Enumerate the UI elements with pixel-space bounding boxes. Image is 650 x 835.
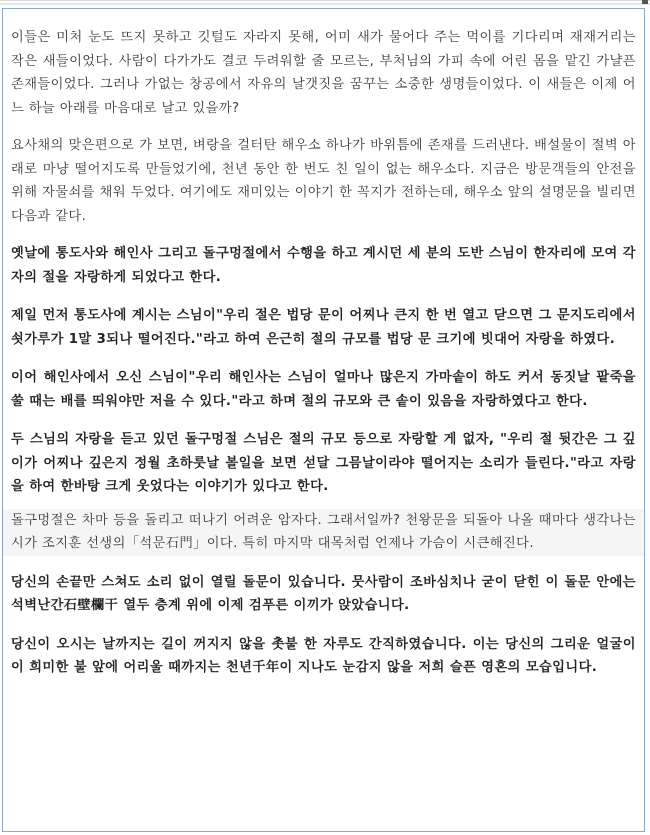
paragraph-seokmun-intro: 돌구멍절은 차마 등을 돌리고 떠나기 어려운 암자다. 그래서일까? 천왕문을 되돌아 나올 때마다 생각나는 시가 조지훈 선생의「석문石門」이다. 특히 마지막 대목처럼 언제나 가슴이 시큰해진다. bbox=[3, 509, 644, 556]
poem-stanza-1: 당신의 손끝만 스쳐도 소리 없이 열릴 돌문이 있습니다. 뭇사람이 조바심치나 굳이 닫힌 이 돌문 안에는 석벽난간石壁欄干 열두 층계 위에 이제 검푸른 이끼가 앉았습니다. bbox=[11, 574, 636, 613]
paragraph-legend-intro: 옛날에 통도사와 해인사 그리고 돌구멍절에서 수행을 하고 계시던 세 분의 도반 스님이 한자리에 모여 각자의 절을 자랑하게 되었다고 한다. bbox=[11, 246, 636, 285]
paragraph-dolgumeong: 두 스님의 자랑을 듣고 있던 돌구멍절 스님은 절의 규모 등으로 자랑할 게 없자, "우리 절 뒷간은 그 깊이가 어찌나 깊은지 정월 초하룻날 볼일을 보면 섣달 그믐날이라야 떨어지는 소리가 들린다."라고 자랑을 하여 한바탕 크게 웃었다는 이야기가 있다고 한다. bbox=[11, 432, 636, 494]
paragraph-haeuso: 요사채의 맞은편으로 가 보면, 벼랑을 걸터탄 해우소 하나가 바위틈에 존재를 드러낸다. 배설물이 절벽 아래로 마냥 떨어지도록 만들었기에, 천년 동안 한 번도 친 일이 없는 해우소다. 지금은 방문객들의 안전을 위해 자물쇠를 채워 두었다. 여기에도 재미있는 이야기 한 꼭지가 전하는데, 해우소 앞의 설명문을 빌리면 다음과 같다. bbox=[11, 138, 636, 224]
scrollbar-thumb[interactable] bbox=[642, 0, 648, 4]
paragraph-birds: 이들은 미처 눈도 뜨지 못하고 깃털도 자라지 못해, 어미 새가 물어다 주는 먹이를 기다리며 재재거리는 작은 새들이었다. 사람이 다가가도 결코 두려워할 줄 모르는, 부처님의 가피 속에 어린 몸을 맡긴 가냘픈 존재들이었다. 그러나 가없는 창공에서 자유의 날갯짓을 꿈꾸는 소중한 생명들이었다. 이 새들은 이제 어느 하늘 아래를 마음대로 날고 있을까? bbox=[11, 30, 636, 116]
text-frame bbox=[2, 8, 645, 832]
poem-stanza-2: 당신이 오시는 날까지는 길이 꺼지지 않을 촛불 한 자루도 간직하였습니다. 이는 당신의 그리운 얼굴이 이 희미한 불 앞에 어리울 때까지는 천년千年이 지나도 눈감지 않을 저희 슬픈 영혼의 모습입니다. bbox=[11, 636, 636, 675]
paragraph-tongdosa: 제일 먼저 통도사에 계시는 스님이"우리 절은 법당 문이 어찌나 큰지 한 번 열고 닫으면 그 문지도리에서 쇳가루가 1말 3되나 떨어진다."라고 하여 은근히 절의 규모를 법당 문 크기에 빗대어 자랑을 하였다. bbox=[11, 308, 636, 347]
paragraph-haeinsa: 이어 해인사에서 오신 스님이"우리 해인사는 스님이 얼마나 많은지 가마솥이 하도 커서 동짓날 팥죽을 쑬 때는 배를 띄워야만 저을 수 있다."라고 하며 절의 규모와 큰 솥이 있음을 자랑하였다고 한다. bbox=[11, 370, 636, 409]
window-top-border bbox=[0, 0, 650, 5]
